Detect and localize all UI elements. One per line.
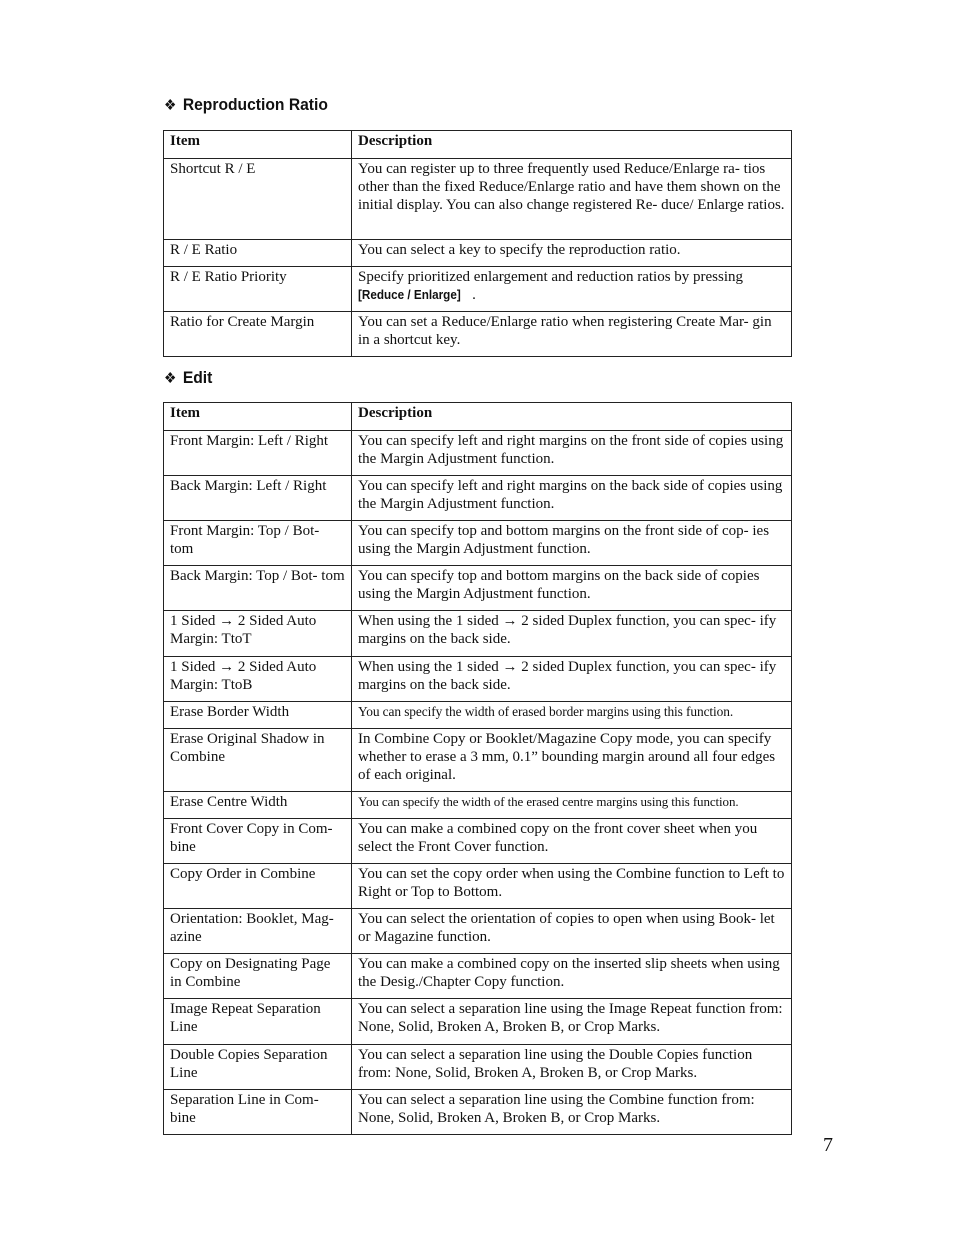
table-row — [164, 159, 792, 240]
diamond-bullet-icon: ❖ — [164, 369, 177, 387]
description-cell: You can select a key to specify the reproduction ratio. — [352, 240, 792, 267]
description-cell: You can select a separation line using the Combine function from: None, Solid, Broken A, Broken B, or Crop Marks. — [352, 1090, 792, 1135]
description-cell: You can set a Reduce/Enlarge ratio when registering Create Mar- gin in a shortcut key. — [352, 312, 792, 357]
item-cell: Shortcut R / E — [164, 159, 352, 240]
description-cell: You can specify left and right margins on the front side of copies using the Margin Adjustment function. — [352, 431, 792, 476]
table-row — [164, 729, 792, 792]
description-cell — [352, 267, 792, 312]
item-cell: Double Copies Separation Line — [164, 1045, 352, 1090]
item-cell: Front Margin: Top / Bot- tom — [164, 521, 352, 566]
description-cell: When using the 1 sided → 2 sided Duplex function, you can spec- ify margins on the back side. — [352, 657, 792, 702]
item-cell: Copy on Designating Page in Combine — [164, 954, 352, 999]
table-row — [164, 611, 792, 657]
item-cell: Back Margin: Left / Right — [164, 476, 352, 521]
edit-title: Edit — [182, 368, 213, 387]
description-cell: You can select a separation line using the Image Repeat function from: None, Solid, Broken A, Broken B, or Crop Marks. — [352, 999, 792, 1045]
item-cell: R / E Ratio Priority — [164, 267, 352, 312]
description-suffix: . — [472, 287, 476, 303]
item-cell: 1 Sided → 2 Sided Auto Margin: TtoT — [164, 611, 352, 657]
item-column-header: Item — [164, 403, 352, 431]
description-cell: You can make a combined copy on the inserted slip sheets when using the Desig./Chapter Copy function. — [352, 954, 792, 999]
table-row — [164, 476, 792, 521]
description-cell: You can register up to three frequently used Reduce/Enlarge ra- tios other than the fixed Reduce/Enlarge ratio and have them shown on the initial display. You can also change registered Re- duce/ Enlarge ratios. — [352, 159, 792, 240]
table-row — [164, 240, 792, 267]
item-cell: Image Repeat Separation Line — [164, 999, 352, 1045]
description-cell: You can select the orientation of copies to open when using Book- let or Magazine function. — [352, 909, 792, 954]
table-row — [164, 312, 792, 357]
edit-heading — [164, 368, 212, 388]
diamond-bullet-icon: ❖ — [164, 96, 177, 114]
table-row — [164, 819, 792, 864]
table-row — [164, 909, 792, 954]
item-column-header: Item — [164, 131, 352, 159]
table-row — [164, 702, 792, 729]
table-row — [164, 657, 792, 702]
reproduction-ratio-table — [163, 130, 792, 357]
table-header-row — [164, 403, 792, 431]
item-cell: Front Cover Copy in Com- bine — [164, 819, 352, 864]
reduce-enlarge-key-label: [Reduce / Enlarge] — [358, 287, 461, 302]
item-cell: Separation Line in Com- bine — [164, 1090, 352, 1135]
description-cell: You can set the copy order when using the Combine function to Left to Right or Top to Bottom. — [352, 864, 792, 909]
edit-table — [163, 402, 792, 1135]
item-cell: Erase Centre Width — [164, 792, 352, 819]
description-cell: When using the 1 sided → 2 sided Duplex function, you can spec- ify margins on the back side. — [352, 611, 792, 657]
page-number: 7 — [823, 1134, 833, 1156]
description-cell: You can specify top and bottom margins on the front side of cop- ies using the Margin Adjustment function. — [352, 521, 792, 566]
reproduction-ratio-title: Reproduction Ratio — [182, 95, 328, 114]
description-column-header: Description — [352, 403, 792, 431]
item-cell: Ratio for Create Margin — [164, 312, 352, 357]
table-row — [164, 954, 792, 999]
table-row — [164, 999, 792, 1045]
description-cell: You can make a combined copy on the front cover sheet when you select the Front Cover function. — [352, 819, 792, 864]
table-row — [164, 864, 792, 909]
description-cell: You can specify the width of the erased centre margins using this function. — [352, 792, 792, 819]
description-cell: You can specify left and right margins on the back side of copies using the Margin Adjustment function. — [352, 476, 792, 521]
table-row — [164, 431, 792, 476]
reproduction-ratio-heading — [164, 95, 328, 115]
table-row — [164, 267, 792, 312]
item-cell: Erase Original Shadow in Combine — [164, 729, 352, 792]
table-row — [164, 1090, 792, 1135]
item-cell: 1 Sided → 2 Sided Auto Margin: TtoB — [164, 657, 352, 702]
description-text: Specify prioritized enlargement and reduction ratios by pressing — [358, 269, 744, 285]
item-cell: Erase Border Width — [164, 702, 352, 729]
description-cell: You can select a separation line using the Double Copies function from: None, Solid, Broken A, Broken B, or Crop Marks. — [352, 1045, 792, 1090]
description-cell: In Combine Copy or Booklet/Magazine Copy mode, you can specify whether to erase a 3 mm, 0.1” bounding margin around all four edges of each original. — [352, 729, 792, 792]
table-row — [164, 1045, 792, 1090]
description-cell: You can specify the width of erased border margins using this function. — [352, 702, 792, 729]
item-cell: R / E Ratio — [164, 240, 352, 267]
item-cell: Orientation: Booklet, Mag- azine — [164, 909, 352, 954]
item-cell: Copy Order in Combine — [164, 864, 352, 909]
description-cell: You can specify top and bottom margins on the back side of copies using the Margin Adjustment function. — [352, 566, 792, 611]
table-row — [164, 566, 792, 611]
description-column-header: Description — [352, 131, 792, 159]
item-cell: Back Margin: Top / Bot- tom — [164, 566, 352, 611]
table-header-row — [164, 131, 792, 159]
table-row — [164, 792, 792, 819]
item-cell: Front Margin: Left / Right — [164, 431, 352, 476]
table-row — [164, 521, 792, 566]
